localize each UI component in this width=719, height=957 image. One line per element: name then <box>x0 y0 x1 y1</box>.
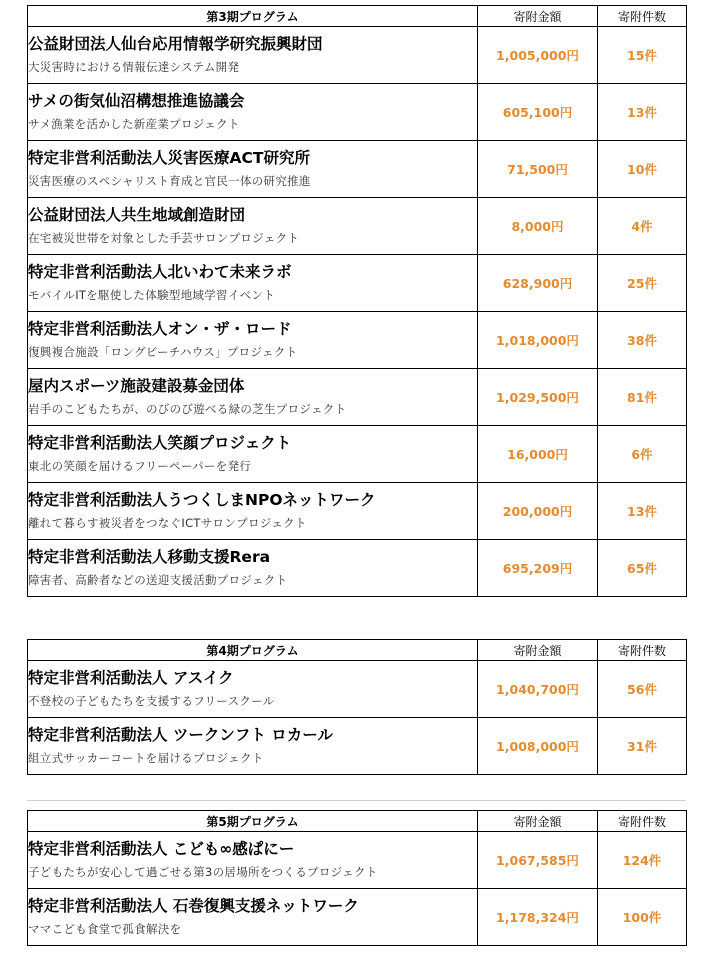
program-table-4 <box>27 639 687 775</box>
table-row <box>28 483 687 540</box>
table-row <box>28 832 687 889</box>
project-description: モバイルITを駆使した体験型地域学習イベント <box>28 288 276 302</box>
amount-column-header: 寄附金額 <box>478 640 598 661</box>
project-description: 東北の笑顔を届けるフリーペーパーを発行 <box>28 459 252 473</box>
amount-column-header: 寄附金額 <box>478 6 598 27</box>
donation-count: 10件 <box>598 141 687 198</box>
donation-amount: 628,900円 <box>478 255 598 312</box>
table-header-row <box>28 640 687 661</box>
organization-name: サメの街気仙沼構想推進協議会 <box>28 92 245 110</box>
donation-amount: 71,500円 <box>478 141 598 198</box>
organization-name: 特定非営利活動法人災害医療ACT研究所 <box>28 149 310 167</box>
organization-cell <box>28 661 478 718</box>
organization-name: 公益財団法人共生地域創造財団 <box>28 206 246 224</box>
table-row <box>28 141 687 198</box>
project-description: 子どもたちが安心して過ごせる第3の居場所をつくるプロジェクト <box>28 865 378 879</box>
table-row <box>28 255 687 312</box>
donation-amount: 1,040,700円 <box>478 661 598 718</box>
organization-name: 屋内スポーツ施設建設募金団体 <box>28 377 245 395</box>
donation-amount: 1,029,500円 <box>478 369 598 426</box>
table-row <box>28 369 687 426</box>
organization-cell <box>28 483 478 540</box>
table-row <box>28 889 687 946</box>
count-column-header: 寄附件数 <box>598 640 687 661</box>
organization-name: 特定非営利活動法人 アスイク <box>28 669 234 687</box>
donation-amount: 8,000円 <box>478 198 598 255</box>
project-description: 復興複合施設「ロングビーチハウス」プロジェクト <box>28 345 298 359</box>
project-description: 組立式サッカーコートを届けるプロジェクト <box>28 751 264 765</box>
organization-cell <box>28 27 478 84</box>
donation-count: 38件 <box>598 312 687 369</box>
project-description: 災害医療のスペシャリスト育成と官民一体の研究推進 <box>28 174 311 188</box>
donation-amount: 695,209円 <box>478 540 598 597</box>
organization-cell <box>28 718 478 775</box>
organization-cell <box>28 889 478 946</box>
organization-name: 特定非営利活動法人 ツークンフト ロカール <box>28 726 333 744</box>
donation-count: 65件 <box>598 540 687 597</box>
program-title: 第5期プログラム <box>28 811 478 832</box>
donation-count: 31件 <box>598 718 687 775</box>
organization-cell <box>28 832 478 889</box>
donation-amount: 200,000円 <box>478 483 598 540</box>
project-description: ママこども食堂で孤食解決を <box>28 922 182 936</box>
count-column-header: 寄附件数 <box>598 6 687 27</box>
table-row <box>28 84 687 141</box>
project-description: 不登校の子どもたちを支援するフリースクール <box>28 694 275 708</box>
donation-amount: 16,000円 <box>478 426 598 483</box>
organization-cell <box>28 141 478 198</box>
donation-count: 100件 <box>598 889 687 946</box>
donation-amount: 1,067,585円 <box>478 832 598 889</box>
donation-amount: 1,005,000円 <box>478 27 598 84</box>
organization-cell <box>28 198 478 255</box>
project-description: 大災害時における情報伝達システム開発 <box>28 60 240 74</box>
organization-cell <box>28 312 478 369</box>
program-title: 第4期プログラム <box>28 640 478 661</box>
program-table-3 <box>27 5 687 597</box>
organization-name: 特定非営利活動法人 石巻復興支援ネットワーク <box>28 897 359 915</box>
project-description: 岩手のこどもたちが、のびのび遊べる緑の芝生プロジェクト <box>28 402 347 416</box>
table-row <box>28 312 687 369</box>
donation-count: 13件 <box>598 84 687 141</box>
donation-count: 56件 <box>598 661 687 718</box>
organization-cell <box>28 84 478 141</box>
organization-name: 公益財団法人仙台応用情報学研究振興財団 <box>28 35 323 53</box>
organization-name: 特定非営利活動法人移動支援Rera <box>28 548 271 566</box>
table-row <box>28 426 687 483</box>
organization-cell <box>28 426 478 483</box>
project-description: サメ漁業を活かした新産業プロジェクト <box>28 117 240 131</box>
organization-name: 特定非営利活動法人北いわて未来ラボ <box>28 263 292 281</box>
organization-name: 特定非営利活動法人オン・ザ・ロード <box>28 320 292 338</box>
table-row <box>28 718 687 775</box>
table-row <box>28 198 687 255</box>
organization-cell <box>28 540 478 597</box>
project-description: 離れて暮らす被災者をつなぐICTサロンプロジェクト <box>28 516 307 530</box>
donation-amount: 1,008,000円 <box>478 718 598 775</box>
donation-amount: 605,100円 <box>478 84 598 141</box>
count-column-header: 寄附件数 <box>598 811 687 832</box>
program-table-5 <box>27 810 687 946</box>
organization-name: 特定非営利活動法人うつくしまNPOネットワーク <box>28 491 376 509</box>
donation-count: 4件 <box>598 198 687 255</box>
section-divider <box>27 800 686 801</box>
organization-cell <box>28 369 478 426</box>
program-title: 第3期プログラム <box>28 6 478 27</box>
donation-count: 15件 <box>598 27 687 84</box>
table-row <box>28 540 687 597</box>
donation-count: 6件 <box>598 426 687 483</box>
donation-count: 25件 <box>598 255 687 312</box>
table-row <box>28 27 687 84</box>
donation-count: 124件 <box>598 832 687 889</box>
organization-name: 特定非営利活動法人笑顔プロジェクト <box>28 434 292 452</box>
project-description: 在宅被災世帯を対象とした手芸サロンプロジェクト <box>28 231 300 245</box>
table-header-row <box>28 811 687 832</box>
donation-count: 81件 <box>598 369 687 426</box>
table-header-row <box>28 6 687 27</box>
donation-amount: 1,018,000円 <box>478 312 598 369</box>
donation-count: 13件 <box>598 483 687 540</box>
organization-name: 特定非営利活動法人 こども∞感ぱにー <box>28 840 295 858</box>
table-row <box>28 661 687 718</box>
organization-cell <box>28 255 478 312</box>
project-description: 障害者、高齢者などの送迎支援活動プロジェクト <box>28 573 288 587</box>
amount-column-header: 寄附金額 <box>478 811 598 832</box>
donation-amount: 1,178,324円 <box>478 889 598 946</box>
